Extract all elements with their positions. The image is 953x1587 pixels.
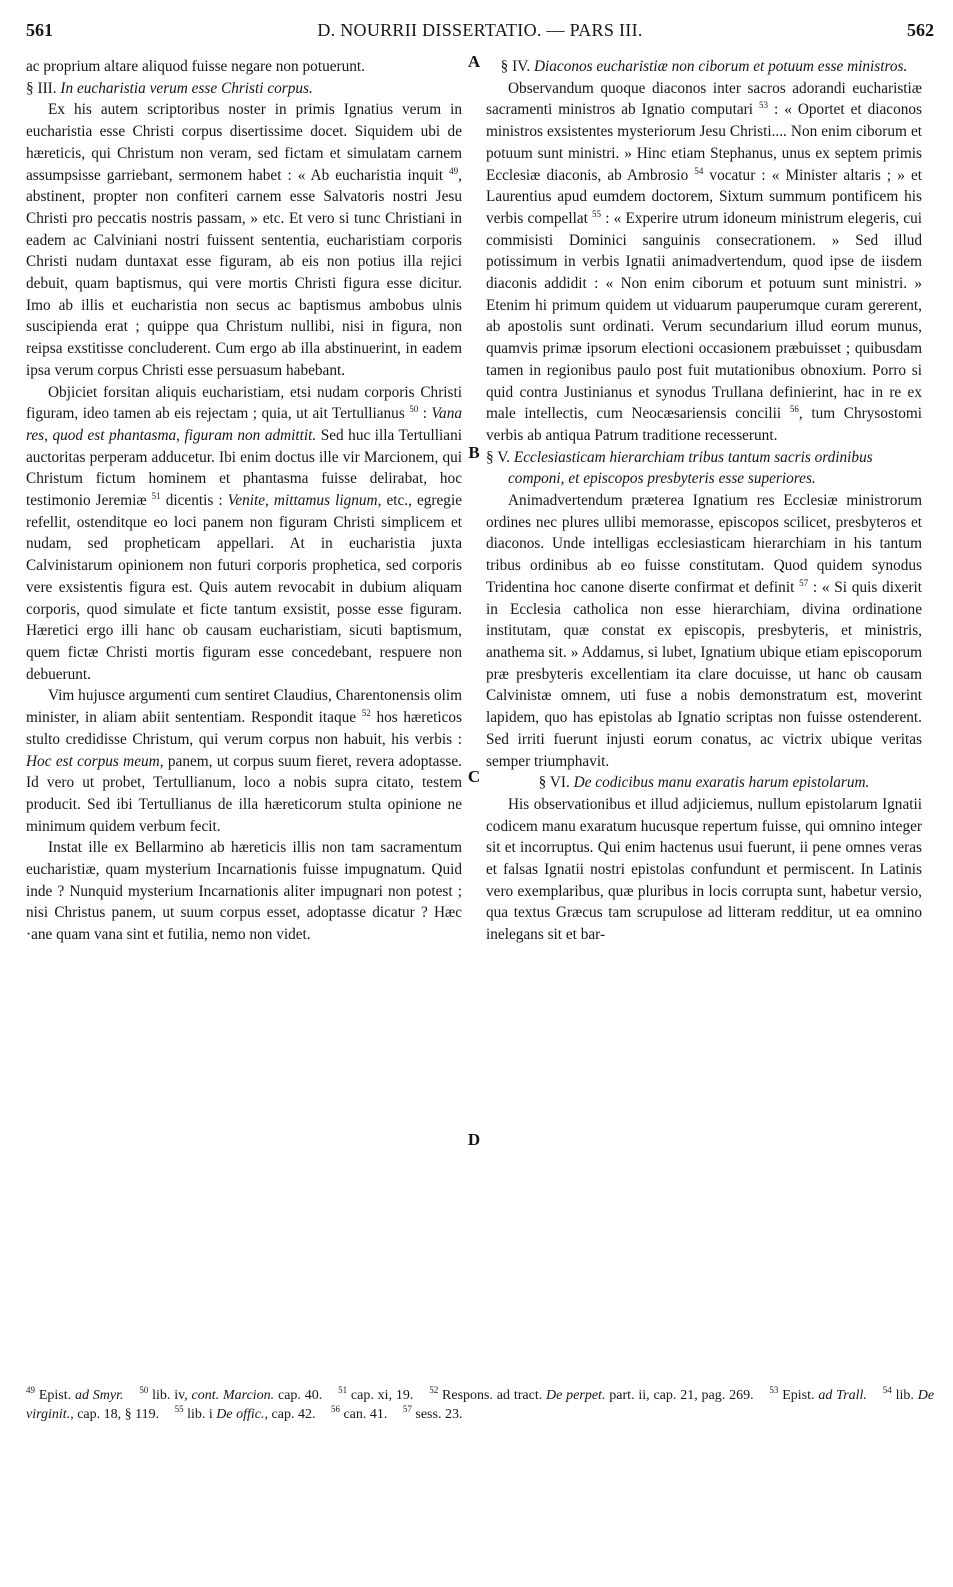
margin-letter-c: C: [467, 767, 481, 786]
left-paragraph-4: Vim hujusce argumenti cum sentiret Claudius, Charentonensis olim minister, in aliam abiit sententiam. Respondit itaque $^{52}$ hos hæreticos stulto credidisse Christum, qui verum corpus non habuit, his verbis : Hoc est corpus meum, panem, ut corpus suum fieret, revera adoptasse. Id vero ut probet, Tertullianum, loco a nobis supra citato, testem producit. Sed ibi Tertullianus de illa hæreticorum stulta opinione ne minimum quidem verbum fecit.: [26, 687, 463, 835]
margin-letter-d: D: [467, 1130, 481, 1149]
right-section-heading-0: § IV. Diaconos eucharistiæ non ciborum et potuum esse ministros.: [500, 58, 908, 75]
page-number-left: 561: [26, 20, 53, 40]
left-section-heading-1: § III. In eucharistia verum esse Christi corpus.: [26, 79, 313, 97]
left-column: [26, 56, 462, 946]
right-section-heading-2: § V. Ecclesiasticam hierarchiam tribus tantum sacris ordinibus componi, et episcopos presbyteris esse superiores.: [486, 448, 873, 488]
right-paragraph-1: Observandum quoque diaconos inter sacros adorandi eucharistiæ sacramenti ministros ab Ignatio computari $^{53}$ : « Oportet et diaconos ministros exsistentes mysteriorum Jesu Christi.... Non enim ciborum et potuum sunt ministri. » Hinc etiam Stephanus, unus ex septem primis Ecclesiæ diaconis, ab Ambrosio $^{54}$ vocatur : « Minister altaris ; » et Laurentius apud eumdem doctorem, Sixtum summum pontificem his verbis compellat $^{55}$ : « Experire utrum idoneum ministrum elegeris, cui commisisti Dominici sanguinis consecrationem. » Sed illud potissimum in verbis Ignatii animadvertendum, quod ipse de iisdem diaconis addidit : « Non enim ciborum et potuum sunt ministri. » Etenim hi primum quidem ut viduarum pauperumque curam gererent, ab apostolis sunt ordinati. Verum secundarium illud eorum munus, quamvis primæ ipsorum electioni occasionem præbuisset ; quibusdam tamen in regionibus paulo post fuit mutationibus obnoxium. Porro si quid contra Justinianus et synodus Trullana definierint, hac in re ex male intellectis, cum Neocæsariensis concilii $^{56}$, tum Chrysostomi verbis ab antiqua Patrum traditione recesserunt.: [486, 79, 922, 444]
left-paragraph-0: ac proprium altare aliquod fuisse negare non potuerunt.: [26, 58, 365, 75]
right-paragraph-5: His observationibus et illud adjiciemus, nullum epistolarum Ignatii codicem manu exaratum hucusque repertum fuisse, qui omnino integer sit et incorruptus. Qui enim hactenus usui fuerunt, ii pene omnes veras et falsas Ignatii nostri epistolas confundunt et permiscent. In Latinis vero exemplaribus, quæ pluribus in locis corrupta sunt, habetur versio, qua textus Græcus tam scrupulose ad litteram redditur, ut ea omnino inelegans sit et bar-: [486, 795, 922, 944]
right-paragraph-3: Animadvertendum præterea Ignatium res Ecclesiæ ministrorum ordines nec plures ullibi memorasse, episcopos scilicet, presbyteros et diaconos. Unde intelligas ecclesiasticam hierarchiam in his tantum tribus ordinibus ab eo fuisse constitutam. Quod quidem synodus Tridentina hoc canone diserte confirmat et definit $^{57}$ : « Si quis dixerit in Ecclesia catholica non esse hierarchiam, divina ordinatione institutam, quæ constat ex episcopis, presbyteris, et ministris, anathema sit. » Addamus, si lubet, Ignatium ubique etiam episcoporum præ presbyteris excellentiam ita clare docuisse, ut hanc ob causam Calvinistæ omnem, uti fuse a nobis demonstratum est, moverint lapidem, quo has epistolas ab Ignatio scriptas non fuisse ostenderent. Sed irriti fuerunt injusti eorum conatus, ac victrix ubique veritas semper triumphavit.: [486, 492, 922, 770]
right-column: [486, 56, 922, 946]
page-number-right: 562: [907, 20, 934, 40]
left-paragraph-3: Objiciet forsitan aliquis eucharistiam, etsi nudam corporis Christi figuram, ideo tamen ab eis rejectam ; quia, ut ait Tertullianus $^{50}$ : Vana res, quod est phantasma, figuram non admittit. Sed huc illa Tertulliani auctoritas perperam adducetur. Ibi enim doctus ille vir Marcionem, qui Christum fictum hominem et phantasma fuisse delirabat, hoc testimonio Jeremiæ $^{51}$ dicentis : Venite, mittamus lignum, etc., egregie refellit, ostenditque eo loci panem non figuram Christi simplicem et nudam, sed propheticam appellari. At in eucharistia juxta Calvinistarum opinionem non futuri corporis prophetica, sed corporis vere exsistentis figura est. Quis autem revocabit in dubium aliquam corporis, quod simulate et ficte tantum exsistit, posse esse figuram. Hæretici ergo illi hanc ob causam eucharistiam, sicuti baptismum, quem fictæ Christi mortis figuram esse concedebant, respuere non debuerunt.: [26, 383, 462, 683]
left-paragraph-2: Ex his autem scriptoribus noster in primis Ignatius verum in eucharistia esse Christi corpus disertissime docet. Siquidem ubi de hæreticis, qui Christum non veram, sed fictam et simulatam carnem assumpsisse garriebant, sermonem habet : « Ab eucharistia inquit $^{49}$, abstinent, propter non confiteri carnem esse Salvatoris nostri Jesu Christi pro peccatis nostris passam, » etc. Et vero si tunc Christiani in eadem ac Calviniani nostri fuissent sententia, eucharistiam corporis Christi nudam duntaxat esse figuram, ab eis non potius illa rejici debuit, quam baptismus, qui vere mortis Christi figura esse dicitur. Imo ab illis et eucharistia non secus ac baptismus ambobus ulnis suscipienda erat ; quippe qua Christum nullibi, nisi in figura, non reipsa exstitisse concluderent. Cum ergo ab illa abstinuerint, in eadem ipsa verum corpus Christi esse persuasum habebant.: [26, 101, 462, 379]
running-header: [26, 20, 934, 44]
footnotes: $^{49}$ Epist. ad Smyr. $^{50}$ lib. iv, cont. Marcion. cap. 40. $^{51}$ cap. xi, 19. $^{52}$ Respons. ad tract. De perpet. part. ii, cap. 21, pag. 269. $^{53}$ Epist. ad Trall. $^{54}$ lib. De virginit., cap. 18, § 119. $^{55}$ lib. i De offic., cap. 42. $^{56}$ can. 41. $^{57}$ sess. 23.: [26, 1385, 935, 1422]
margin-letter-b: B: [468, 443, 480, 462]
right-section-heading-4: § VI. De codicibus manu exaratis harum epistolarum.: [538, 774, 870, 792]
margin-letter-a: A: [467, 52, 481, 71]
running-title: D. NOURRII DISSERTATIO. — PARS III.: [317, 20, 643, 40]
left-paragraph-5: Instat ille ex Bellarmino ab hæreticis illis non tam sacramentum eucharistiæ, quam mysterium Incarnationis fuisse impugnatum. Quid inde ? Nunquid mysterium Incarnationis aliter impugnari non potest ; nisi Christus panem, ut suum corpus esset, adoptasse dicatur ? Hæc ·ane quam vana sint et futilia, nemo non videt.: [26, 839, 462, 944]
